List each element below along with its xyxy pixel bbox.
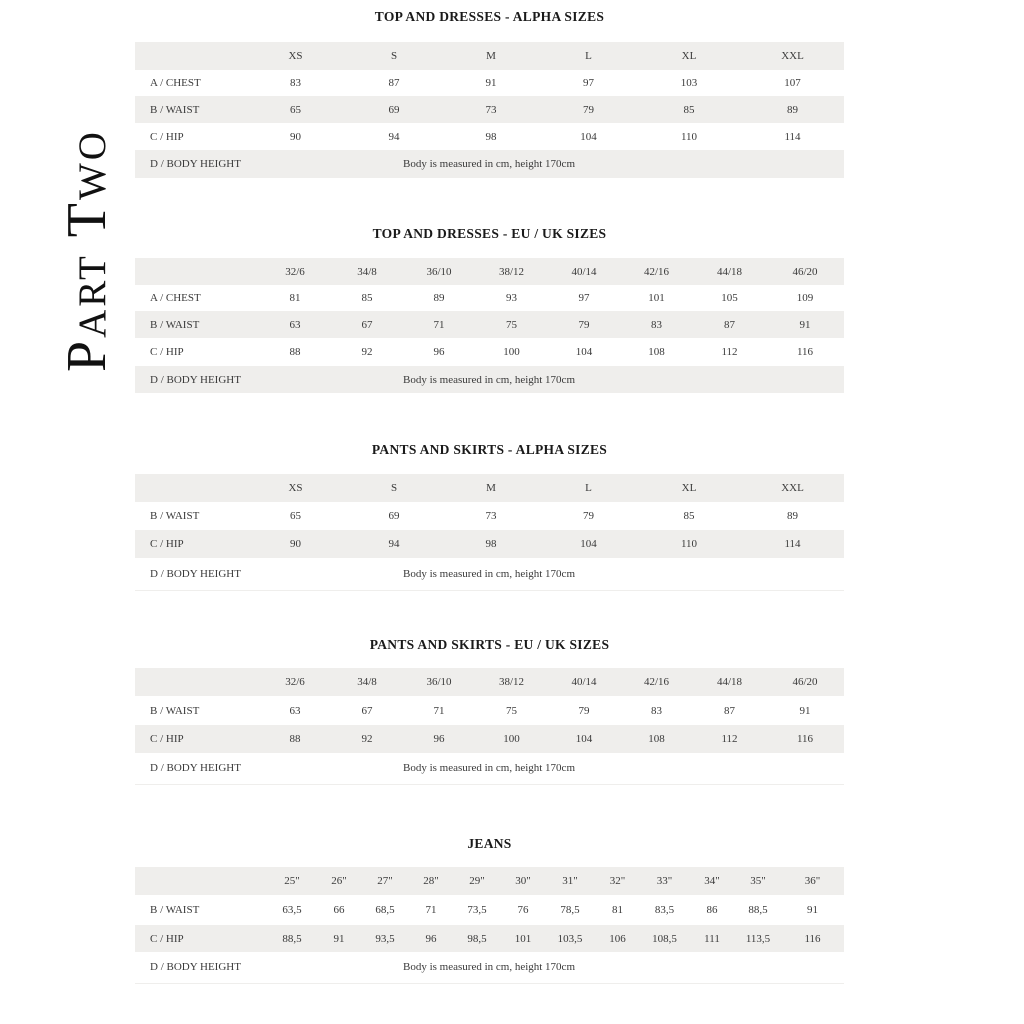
table-row xyxy=(135,285,844,311)
cell-value: 91 xyxy=(807,904,818,916)
size-header: XS xyxy=(288,50,303,62)
cell-value: 65 xyxy=(290,103,301,116)
size-header: 40/14 xyxy=(571,265,597,278)
cell-value: 87 xyxy=(724,704,735,717)
size-header: 46/20 xyxy=(792,265,818,278)
table-row xyxy=(135,696,844,725)
cell-value: 88 xyxy=(289,733,301,745)
row-label: C / HIP xyxy=(150,733,184,745)
size-header: 42/16 xyxy=(643,265,670,278)
cell-value: 83 xyxy=(651,704,662,717)
size-table xyxy=(135,867,844,984)
size-header: 33" xyxy=(656,875,673,887)
size-header: 42/16 xyxy=(643,676,670,688)
size-header: 46/20 xyxy=(792,676,818,688)
row-label: D / BODY HEIGHT xyxy=(150,961,241,974)
cell-value: 79 xyxy=(583,103,594,116)
cell-value: 91 xyxy=(485,77,497,89)
row-label: A / CHEST xyxy=(150,292,201,304)
row-label: C / HIP xyxy=(150,932,184,945)
row-label: B / WAIST xyxy=(150,904,200,916)
cell-value: 73,5 xyxy=(467,904,487,916)
table-header-row xyxy=(135,867,844,895)
cell-value: 91 xyxy=(799,704,811,717)
row-label: D / BODY HEIGHT xyxy=(150,567,241,580)
cell-value: 66 xyxy=(333,904,345,916)
cell-value: 88,5 xyxy=(282,932,302,945)
cell-value: 101 xyxy=(648,292,665,304)
size-header: 34/8 xyxy=(357,265,377,278)
cell-value: 67 xyxy=(361,704,373,717)
cell-value: 116 xyxy=(796,346,814,358)
measurement-note: Body is measured in cm, height 170cm xyxy=(403,961,575,974)
cell-value: 76 xyxy=(517,904,529,916)
section-title: PANTS AND SKIRTS - ALPHA SIZES xyxy=(371,442,608,457)
cell-value: 116 xyxy=(796,733,814,745)
size-header: 25" xyxy=(284,875,300,887)
table-row xyxy=(135,530,844,558)
row-label: B / WAIST xyxy=(150,103,200,116)
cell-value: 71 xyxy=(433,704,445,717)
cell-value: 103 xyxy=(680,77,698,89)
cell-value: 98 xyxy=(485,538,497,550)
cell-value: 114 xyxy=(784,538,801,550)
size-header: 26" xyxy=(331,875,347,887)
section-title: PANTS AND SKIRTS - EU / UK SIZES xyxy=(369,637,610,652)
measurement-note: Body is measured in cm, height 170cm xyxy=(403,373,575,386)
cell-value: 97 xyxy=(583,77,594,89)
row-label: C / HIP xyxy=(150,346,184,358)
size-header: 36/10 xyxy=(426,265,452,278)
cell-value: 83 xyxy=(290,77,301,89)
size-header: 38/12 xyxy=(498,265,525,278)
cell-value: 83,5 xyxy=(654,904,675,916)
measurement-note: Body is measured in cm, height 170cm xyxy=(403,158,575,170)
size-header: L xyxy=(585,50,592,62)
cell-value: 101 xyxy=(514,932,532,945)
table-row xyxy=(135,338,844,366)
row-label: B / WAIST xyxy=(150,510,200,522)
cell-value: 75 xyxy=(506,318,517,331)
cell-value: 86 xyxy=(706,904,718,916)
size-table xyxy=(135,258,844,393)
measurement-note: Body is measured in cm, height 170cm xyxy=(403,567,575,580)
size-header: XXL xyxy=(781,50,804,62)
section-title: TOP AND DRESSES - EU / UK SIZES xyxy=(372,226,607,241)
cell-value: 87 xyxy=(388,77,400,89)
cell-value: 105 xyxy=(721,292,738,304)
section-pants-skirts-alpha xyxy=(135,432,844,592)
cell-value: 110 xyxy=(680,130,698,143)
cell-value: 108 xyxy=(648,733,665,745)
section-top-dresses-eu-uk xyxy=(135,216,844,396)
cell-value: 75 xyxy=(506,704,517,717)
row-label: D / BODY HEIGHT xyxy=(150,373,241,386)
row-label: D / BODY HEIGHT xyxy=(150,762,241,775)
cell-value: 81 xyxy=(612,904,623,916)
cell-value: 85 xyxy=(683,103,695,116)
cell-value: 69 xyxy=(388,103,400,116)
cell-value: 89 xyxy=(433,292,445,304)
size-table xyxy=(135,42,844,178)
cell-value: 71 xyxy=(433,318,445,331)
cell-value: 87 xyxy=(724,318,735,331)
cell-value: 92 xyxy=(361,733,373,745)
cell-value: 93 xyxy=(506,292,517,304)
cell-value: 96 xyxy=(425,932,437,945)
size-header: S xyxy=(390,50,398,62)
cell-value: 108 xyxy=(648,346,665,358)
size-header: 44/18 xyxy=(716,265,743,278)
section-top-dresses-alpha xyxy=(135,0,844,180)
cell-value: 79 xyxy=(578,318,590,331)
size-header: XL xyxy=(681,50,697,62)
cell-value: 94 xyxy=(388,538,400,550)
cell-value: 92 xyxy=(361,346,373,358)
cell-value: 88,5 xyxy=(748,904,768,916)
cell-value: 106 xyxy=(609,932,626,945)
table-row xyxy=(135,96,844,123)
cell-value: 65 xyxy=(290,510,301,522)
row-label: C / HIP xyxy=(150,538,184,550)
cell-value: 98,5 xyxy=(467,932,487,945)
size-header: 34/8 xyxy=(357,676,377,688)
measurement-note: Body is measured in cm, height 170cm xyxy=(403,762,575,775)
cell-value: 94 xyxy=(388,130,400,143)
cell-value: 63 xyxy=(289,704,301,717)
cell-value: 90 xyxy=(290,130,301,143)
table-header-row xyxy=(135,42,844,70)
size-table xyxy=(135,668,844,785)
cell-value: 112 xyxy=(721,346,738,358)
cell-value: 111 xyxy=(704,932,720,945)
table-row xyxy=(135,502,844,530)
section-title: JEANS xyxy=(467,836,512,851)
cell-value: 85 xyxy=(361,292,373,304)
size-header: 36" xyxy=(804,875,821,887)
row-label: B / WAIST xyxy=(150,318,200,331)
cell-value: 112 xyxy=(721,733,738,745)
table-row xyxy=(135,725,844,753)
cell-value: 71 xyxy=(425,904,437,916)
size-header: S xyxy=(390,482,398,494)
size-header: 40/14 xyxy=(571,676,597,688)
table-row xyxy=(135,895,844,925)
size-header: 29" xyxy=(469,875,485,887)
size-header: 36/10 xyxy=(426,676,452,688)
cell-value: 89 xyxy=(787,103,798,116)
table-row xyxy=(135,311,844,338)
cell-value: 114 xyxy=(784,130,801,143)
row-label: B / WAIST xyxy=(150,704,200,717)
size-header: 38/12 xyxy=(498,676,525,688)
cell-value: 67 xyxy=(361,318,373,331)
section-title: TOP AND DRESSES - ALPHA SIZES xyxy=(374,9,605,24)
table-row xyxy=(135,70,844,96)
cell-value: 100 xyxy=(503,346,520,358)
cell-value: 79 xyxy=(578,704,590,717)
cell-value: 73 xyxy=(485,103,497,116)
cell-value: 96 xyxy=(433,346,445,358)
cell-value: 98 xyxy=(485,130,497,143)
cell-value: 85 xyxy=(683,510,695,522)
cell-value: 104 xyxy=(580,130,597,143)
cell-value: 90 xyxy=(290,538,301,550)
size-header: 27" xyxy=(377,875,393,887)
size-header: 32/6 xyxy=(285,676,305,688)
size-header: XXL xyxy=(781,482,804,494)
cell-value: 91 xyxy=(799,318,811,331)
table-row xyxy=(135,925,844,952)
section-jeans xyxy=(135,826,844,986)
cell-value: 113,5 xyxy=(745,932,771,945)
row-label: D / BODY HEIGHT xyxy=(150,158,241,170)
cell-value: 63,5 xyxy=(282,904,302,916)
cell-value: 109 xyxy=(796,292,814,304)
cell-value: 79 xyxy=(583,510,594,522)
cell-value: 100 xyxy=(503,733,520,745)
body-height-row xyxy=(135,150,844,178)
size-header: 35" xyxy=(750,875,766,887)
size-header: L xyxy=(585,482,592,494)
cell-value: 73 xyxy=(485,510,497,522)
side-title: Part Two xyxy=(56,129,118,372)
cell-value: 63 xyxy=(289,318,301,331)
cell-value: 91 xyxy=(333,932,345,945)
cell-value: 69 xyxy=(388,510,400,522)
cell-value: 103,5 xyxy=(557,932,583,945)
table-header-row xyxy=(135,258,844,285)
row-label: A / CHEST xyxy=(150,77,201,89)
cell-value: 89 xyxy=(787,510,798,522)
size-table xyxy=(135,474,844,591)
cell-value: 107 xyxy=(784,77,801,89)
size-header: M xyxy=(486,50,496,62)
table-header-row xyxy=(135,668,844,696)
cell-value: 97 xyxy=(578,292,590,304)
body-height-row xyxy=(135,558,844,590)
size-header: 30" xyxy=(515,875,531,887)
size-header: 28" xyxy=(423,875,439,887)
cell-value: 78,5 xyxy=(560,904,580,916)
size-header: 31" xyxy=(562,875,578,887)
size-header: 44/18 xyxy=(716,676,743,688)
table-header-row xyxy=(135,474,844,502)
body-height-row xyxy=(135,366,844,393)
size-header: XS xyxy=(288,482,303,494)
cell-value: 68,5 xyxy=(375,904,395,916)
size-header: 32/6 xyxy=(285,265,305,278)
table-row xyxy=(135,123,844,150)
size-header: M xyxy=(486,482,496,494)
size-header: 32" xyxy=(609,875,626,887)
cell-value: 104 xyxy=(575,733,593,745)
cell-value: 104 xyxy=(580,538,597,550)
row-label: C / HIP xyxy=(150,130,184,143)
cell-value: 104 xyxy=(575,346,593,358)
body-height-row xyxy=(135,952,844,983)
cell-value: 81 xyxy=(289,292,301,304)
cell-value: 88 xyxy=(289,346,301,358)
cell-value: 83 xyxy=(651,318,662,331)
cell-value: 116 xyxy=(804,932,821,945)
size-header: XL xyxy=(681,482,697,494)
cell-value: 96 xyxy=(433,733,445,745)
cell-value: 110 xyxy=(680,538,698,550)
size-header: 34" xyxy=(704,875,720,887)
cell-value: 108,5 xyxy=(652,932,677,945)
section-pants-skirts-eu-uk xyxy=(135,627,844,787)
body-height-row xyxy=(135,753,844,784)
cell-value: 93,5 xyxy=(375,932,395,945)
